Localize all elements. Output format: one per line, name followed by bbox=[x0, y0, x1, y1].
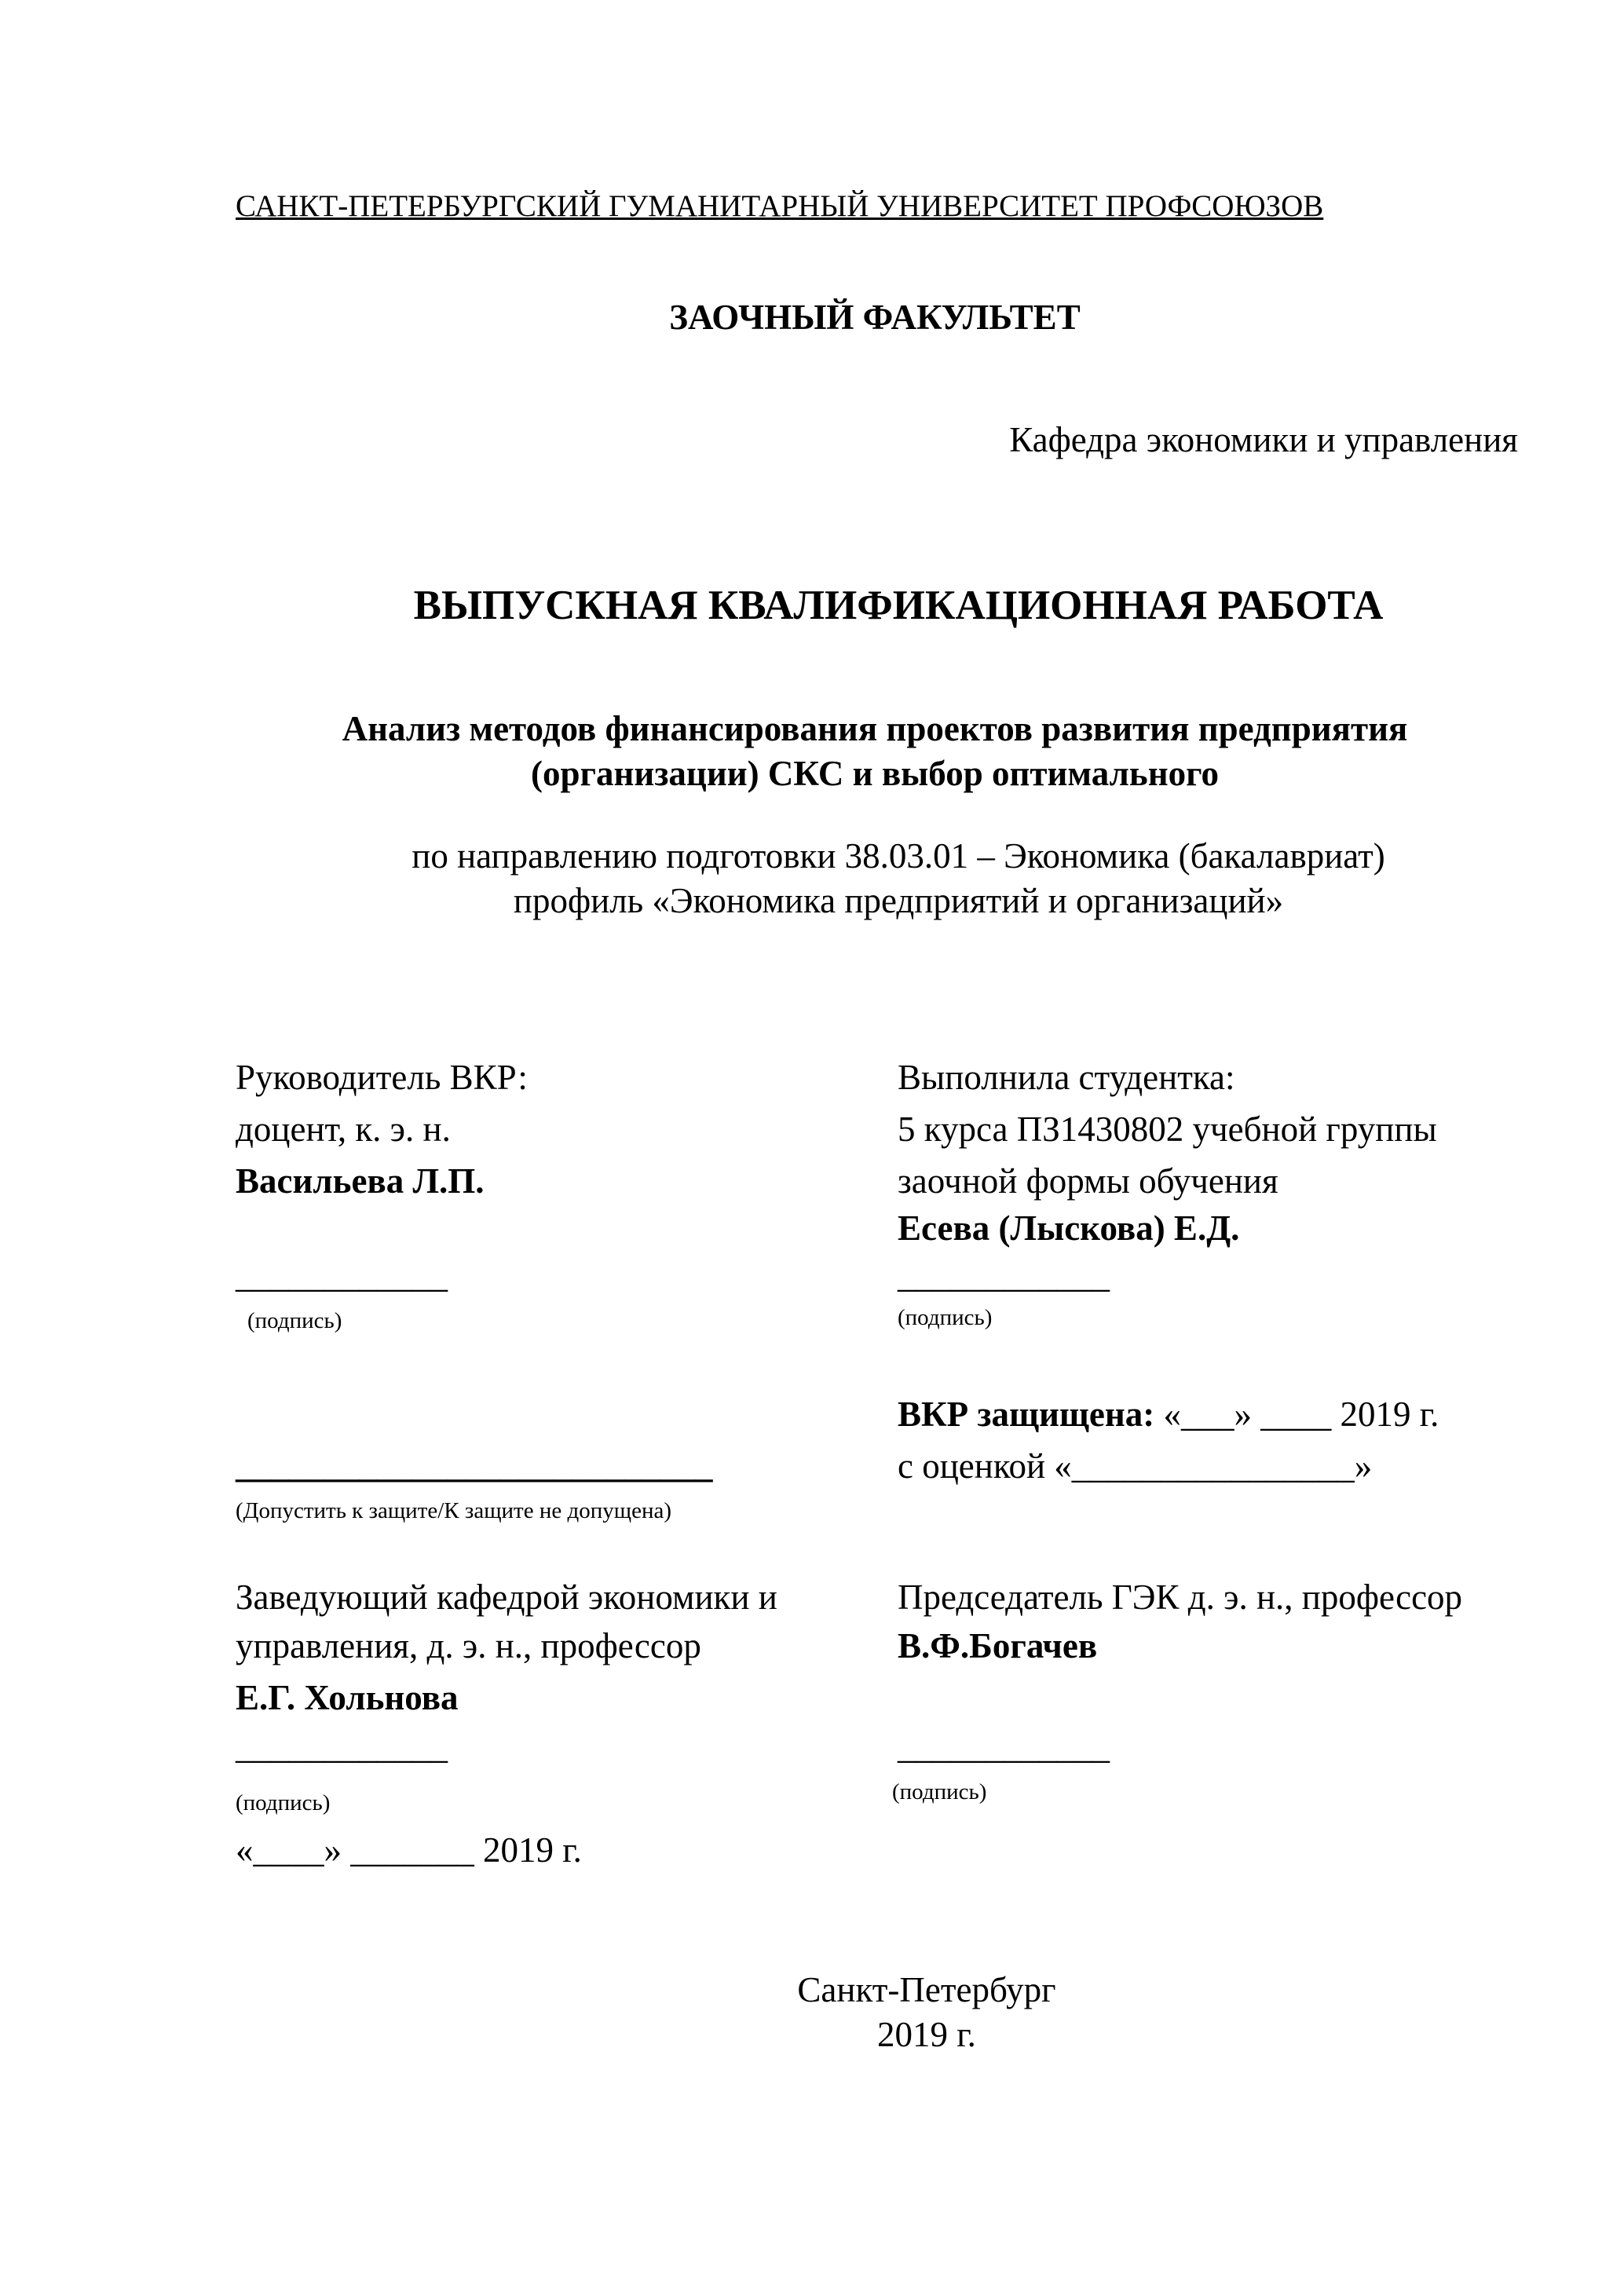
head-date: «____» _______ 2019 г. bbox=[236, 1830, 582, 1870]
student-group: 5 курса ПЗ1430802 учебной группы bbox=[898, 1110, 1437, 1149]
direction-text: по направлению подготовки 38.03.01 – Экономика (бакалавриат) bbox=[411, 836, 1385, 876]
student-signature-caption: (подпись) bbox=[898, 1305, 993, 1330]
head-signature-caption: (подпись) bbox=[236, 1790, 331, 1815]
head-title-line-1: Заведующий кафедрой экономики и bbox=[236, 1578, 777, 1617]
supervisor-signature-line: ____________ bbox=[236, 1256, 448, 1295]
supervisor-label: Руководитель ВКР: bbox=[236, 1058, 528, 1097]
university-name: САНКТ-ПЕТЕРБУРГСКИЙ ГУМАНИТАРНЫЙ УНИВЕРСИТЕТ ПРОФСОЮЗОВ bbox=[236, 189, 1324, 223]
student-name: Есева (Лыскова) Е.Д. bbox=[898, 1208, 1240, 1248]
defense-date-value: «___» ____ 2019 г. bbox=[1154, 1395, 1439, 1434]
chair-signature-caption: (подпись) bbox=[892, 1779, 987, 1804]
student-label: Выполнила студентка: bbox=[898, 1058, 1235, 1097]
profile-text: профиль «Экономика предприятий и организаций» bbox=[513, 881, 1284, 920]
city: Санкт-Петербург bbox=[797, 1970, 1056, 2009]
supervisor-name: Васильева Л.П. bbox=[236, 1161, 485, 1201]
document-type-title: ВЫПУСКНАЯ КВАЛИФИКАЦИОННАЯ РАБОТА bbox=[413, 583, 1384, 628]
supervisor-title: доцент, к. э. н. bbox=[236, 1110, 451, 1149]
admission-line: ___________________________ bbox=[236, 1446, 713, 1485]
chair-title: Председатель ГЭК д. э. н., профессор bbox=[898, 1578, 1463, 1617]
student-signature-line: ____________ bbox=[898, 1256, 1110, 1295]
head-signature-line: ____________ bbox=[236, 1727, 448, 1766]
chair-name: В.Ф.Богачев bbox=[898, 1626, 1098, 1665]
defense-label: ВКР защищена: bbox=[898, 1395, 1155, 1434]
year: 2019 г. bbox=[877, 2015, 976, 2054]
chair-signature-line: ____________ bbox=[898, 1727, 1110, 1766]
defense-date bbox=[898, 1392, 1439, 1436]
defense-grade: с оценкой «________________» bbox=[898, 1446, 1373, 1486]
supervisor-signature-caption: (подпись) bbox=[247, 1308, 342, 1333]
head-title-line-2: управления, д. э. н., профессор bbox=[236, 1626, 701, 1665]
student-study-form: заочной формы обучения bbox=[898, 1161, 1278, 1201]
department-name: Кафедра экономики и управления bbox=[1009, 420, 1518, 459]
admission-caption: (Допустить к защите/К защите не допущена) bbox=[236, 1498, 672, 1523]
topic-line-1: Анализ методов финансирования проектов развития предприятия bbox=[342, 709, 1408, 748]
topic-line-2: (организации) СКС и выбор оптимального bbox=[531, 754, 1219, 793]
faculty-heading: ЗАОЧНЫЙ ФАКУЛЬТЕТ bbox=[669, 298, 1081, 337]
head-name: Е.Г. Хольнова bbox=[236, 1678, 459, 1717]
